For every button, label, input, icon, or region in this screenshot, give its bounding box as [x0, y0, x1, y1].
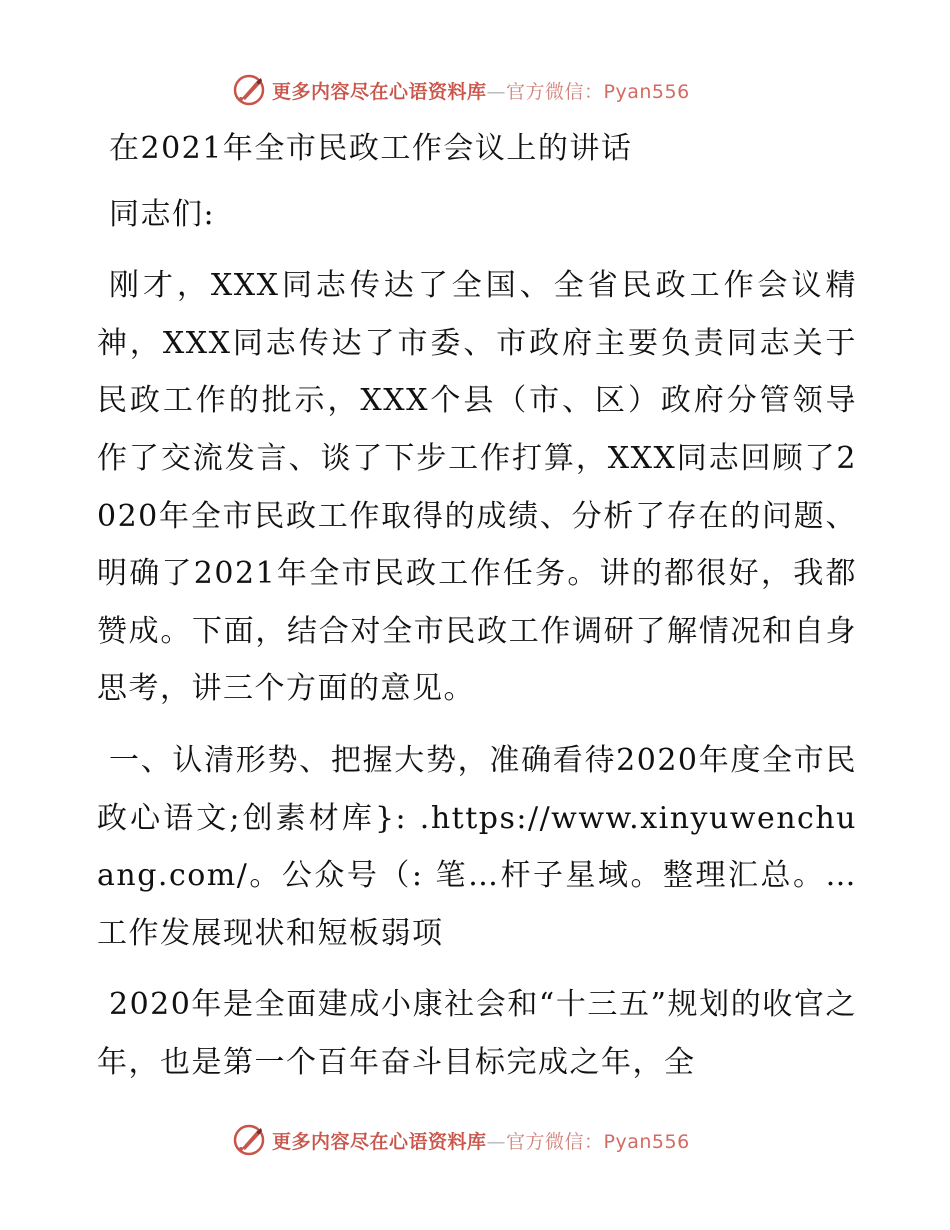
watermark-label: 官方微信：	[506, 80, 604, 103]
quill-pen-logo-icon	[232, 73, 266, 107]
watermark-label: 官方微信：	[506, 1130, 604, 1153]
watermark-promo: 更多内容尽在心语资料库	[272, 1130, 487, 1153]
watermark-text	[272, 77, 690, 104]
watermark-text	[272, 1127, 690, 1154]
watermark-id: Pyan556	[603, 1130, 690, 1153]
paragraph: 2020年是全面建成小康社会和“十三五”规划的收官之年，也是第一个百年奋斗目标完成之年，全	[97, 987, 857, 1080]
watermark-header	[232, 70, 752, 110]
watermark-id: Pyan556	[603, 80, 690, 103]
section-heading-paragraph: 一、认清形势、把握大势，准确看待2020年度全市民政心语文;创素材库}: .https://www.xinyuwenchuang.com/。公众号（: 笔…杆子星域。整理汇总。…工作发展现状和短板弱项	[97, 742, 857, 951]
document-body	[97, 120, 857, 1092]
watermark-separator: —	[486, 80, 507, 103]
document-title: 在2021年全市民政工作会议上的讲话	[109, 131, 633, 166]
paragraph: 刚才，XXX同志传达了全国、全省民政工作会议精神，XXX同志传达了市委、市政府主要负责同志关于民政工作的批示，XXX个县（市、区）政府分管领导作了交流发言、谈了下步工作打算，XXX同志回顾了2020年全市民政工作取得的成绩、分析了存在的问题、明确了2021年全市民政工作任务。讲的都很好，我都赞成。下面，结合对全市民政工作调研了解情况和自身思考，讲三个方面的意见。	[97, 268, 857, 707]
watermark-separator: —	[486, 1130, 507, 1153]
quill-pen-logo-icon	[232, 1123, 266, 1157]
greeting: 同志们:	[109, 196, 216, 232]
watermark-footer	[232, 1120, 752, 1160]
watermark-promo: 更多内容尽在心语资料库	[272, 80, 487, 103]
